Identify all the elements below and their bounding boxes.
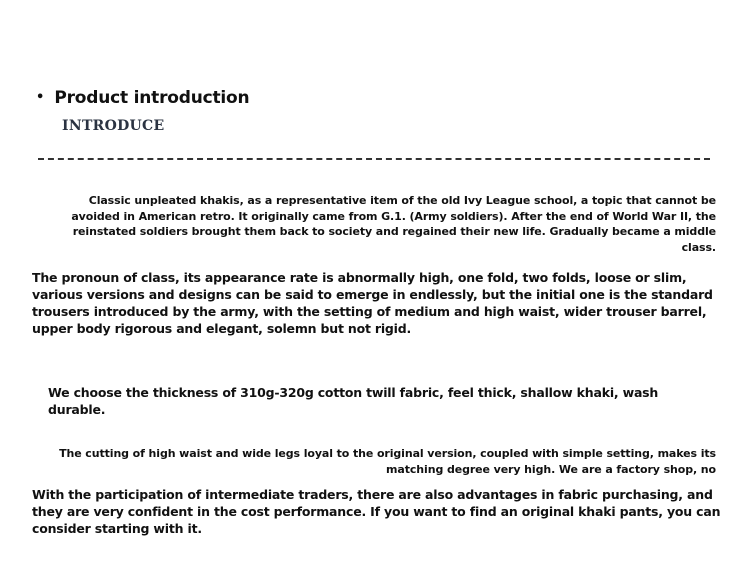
paragraph-pronoun: The pronoun of class, its appearance rate is abnormally high, one fold, two folds, loose or slim, various versions and designs can be said to emerge in endlessly, but the initial one is the standard trousers introduced by the army, with the setting of medium and high waist, wider trouser barrel, upper body rigorous and elegant, solemn but not rigid. bbox=[32, 270, 713, 336]
dashed-divider bbox=[38, 158, 710, 160]
paragraph-intro: Classic unpleated khakis, as a representative item of the old Ivy League school, a topic that cannot be avoided in American retro. It originally came from G.1. (Army soldiers). After the end of World War II, the reinstated soldiers brought them back to society and regained their new life. Gradually became a middle class. bbox=[71, 194, 716, 254]
paragraph-fabric: We choose the thickness of 310g-320g cotton twill fabric, feel thick, shallow khaki, wash durable. bbox=[48, 385, 659, 417]
bullet-icon: • bbox=[36, 90, 45, 105]
paragraph-cutting: The cutting of high waist and wide legs loyal to the original version, coupled with simple setting, makes its matching degree very high. We are a factory shop, no bbox=[59, 447, 716, 476]
paragraph-participation: With the participation of intermediate traders, there are also advantages in fabric purchasing, and they are very confident in the cost performance. If you want to find an original khaki pants, you can consider starting with it. bbox=[32, 487, 721, 536]
section-heading bbox=[36, 88, 249, 108]
section-subtitle: INTRODUCE bbox=[62, 118, 165, 134]
section-title: Product introduction bbox=[54, 88, 250, 108]
